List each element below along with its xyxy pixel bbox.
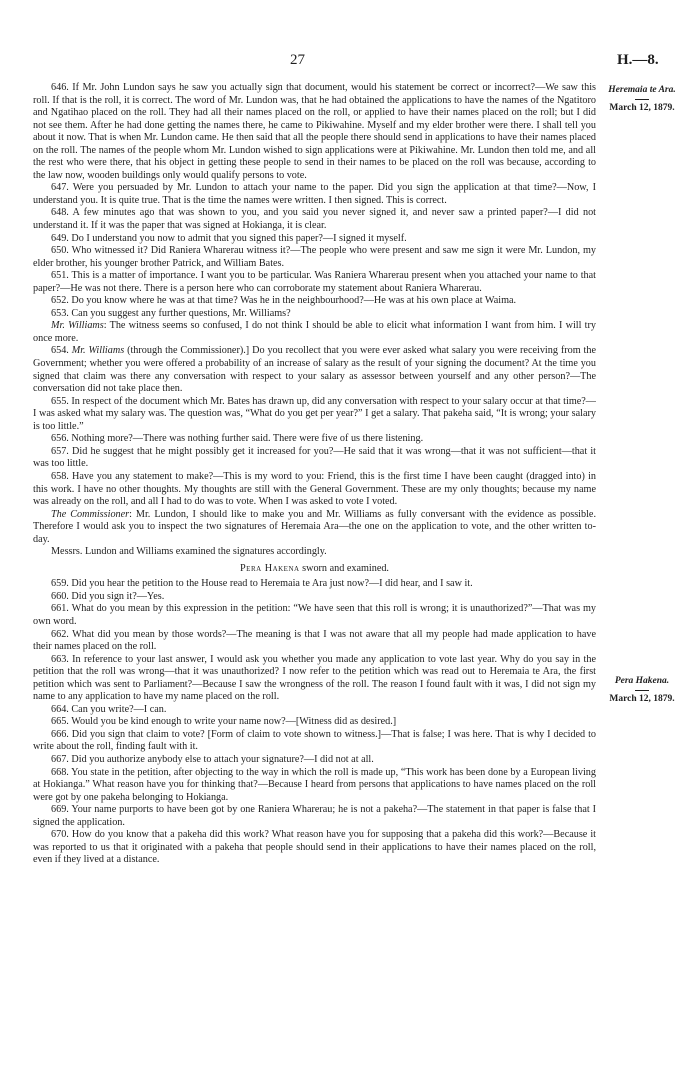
paragraph-651: 651. This is a matter of importance. I want you to be particular. Was Raniera Wharerau present when you attached your name to that paper?—He was not there. There is a person here who can corroborate my statement about Raniera Wharerau. [33,270,596,294]
margin-divider [635,690,649,691]
paragraph-647: 647. Were you persuaded by Mr. Lundon to attach your name to the paper. Did you sign the application at that time?—Now, I understand you. It is quite true. That is the time the names were written. I then signed. This is correct. [33,182,596,206]
paragraph-649: 649. Do I understand you now to admit that you signed this paper?—I signed it myself. [51,232,407,244]
paragraph-653: 653. Can you suggest any further questions, Mr. Williams? [51,307,291,319]
paragraph-williams-remark: Mr. Williams: The witness seems so confused, I do not think I should be able to elicit what information I want from him. I will try once more. [33,320,597,344]
paragraph-659: 659. Did you hear the petition to the House read to Heremaia te Ara just now?—I did hear, and I saw it. [51,578,473,590]
margin-date: March 12, 1879. [609,694,675,704]
paragraph-654: 654. Mr. Williams (through the Commissioner).] Do you recollect that you were ever asked what salary you were receiving from the Government; whether you were offered a probability of an increase of salary as the result of your signing the document? At the time you signed that claim was there any conversation with respect to your salary as assessor between yourself and any other person?—The conversation did not take place then. [33,345,596,395]
paragraph-655: 655. In respect of the document which Mr. Bates has drawn up, did any conversation with respect to your salary occur at that time?—I was asked what my salary was. The question was, “What do you get per year?” I get a salary. That pakeha said, “It is wrong; your salary is too little.” [33,395,596,432]
paragraph-650: 650. Who witnessed it? Did Raniera Wharerau witness it?—The people who were present and saw me sign it were Mr. Lundon, my elder brother, his younger brother Patrick, and William Bates. [33,245,596,269]
paragraph-664: 664. Can you write?—I can. [51,703,167,715]
paragraph-656: 656. Nothing more?—There was nothing further said. There were five of us there listening. [51,433,424,445]
margin-note-heremaia [600,84,684,114]
paragraph-668: 668. You state in the petition, after objecting to the way in which the roll is made up, “This work has been done by a European living at Hokianga.” What reason have you for thinking that?—Because I heard from persons that applications to have names placed on the roll were got by one pakeha belonging to Hokianga. [33,766,596,803]
paragraph-660: 660. Did you sign it?—Yes. [51,590,165,602]
paragraph-667: 667. Did you authorize anybody else to attach your signature?—I did not at all. [51,753,374,765]
paragraph-657: 657. Did he suggest that he might possibly get it increased for you?—He said that it was wrong—that it was not sufficient—that it was too little. [33,445,596,470]
page-number: 27 [290,52,305,68]
testimony-body [33,82,596,867]
paragraph-648: 648. A few minutes ago that was shown to you, and you said you never signed it, and never saw a printed paper?—I did not understand it. If it was the paper that was signed at Hokianga, it is clear. [33,207,596,232]
margin-date: March 12, 1879. [609,103,675,113]
paragraph-666: 666. Did you sign that claim to vote? [Form of claim to vote shown to witness.]—That is false; I was here. That is why I decided to write about the roll, finding fault with it. [33,728,596,753]
paragraph-661: 661. What do you mean by this expression in the petition: “We have seen that this roll is wrong; it is unauthorized?”—That was my own word. [33,603,596,627]
witness-heading: Pera Hakena sworn and examined. [240,562,389,574]
paragraph-658: 658. Have you any statement to make?—This is my word to you: Friend, this is the first time I have been caught (dragged into) in this work. I have no other thoughts. My thoughts are still with the General Government. These are my only thoughts; because my name was already on the roll, and all I had to do was to vote. When I was asked to vote I voted. [33,470,596,508]
paragraph-652: 652. Do you know where he was at that time? Was he in the neighbourhood?—He was at his own place at Waima. [51,295,517,307]
paragraph-646: 646. If Mr. John Lundon says he saw you actually sign that document, would his statement be correct or incorrect?—We saw this roll. If that is the roll, it is correct. The word of Mr. Lundon was, that he had obtained the applications to have the names of the Ngatitoro and Ngatihao placed on the roll. They had all their names placed on the roll, or applied to have their names placed on the roll; but I did not see them. After he had done getting the names there, he came to Pikiwahine. Myself and my elder brother were there. I shall tell you about it now. That is when Mr. Lundon came. He then said that all the people there should send in applications to have their names placed on the roll. The names of the people whom Mr. Lundon wished to sign applications were at Pikiwahine. Mr. Lundon then told me, and all the rest who were there, that his object in getting these people to send in their names to be placed on the roll was because, according to the law now, wooden buildings only would qualify persons to vote. [33,82,596,181]
paragraph-663: 663. In reference to your last answer, I would ask you whether you made any application to vote last year. Why do you say in the petition that the roll was wrong—that it was unauthorized? I now refer to the petition which was read out to Heremaia te Ara, the first petition which was sent to Parliament?—Because I saw the wrongness of the roll. The reason I found fault with it was, I did not sign my name to any application to have my name placed on the roll. [33,653,596,703]
margin-witness-name: Pera Hakena. [614,676,670,686]
paragraph-signatures-examined: Messrs. Lundon and Williams examined the signatures accordingly. [51,546,327,558]
margin-witness-name: Heremaia te Ara. [608,85,676,95]
paragraph-665: 665. Would you be kind enough to write your name now?—[Witness did as desired.] [51,716,397,728]
paragraph-669: 669. Your name purports to have been got by one Raniera Wharerau; he is not a pakeha?—The statement in that paper is false that I signed the application. [33,804,596,828]
margin-note-pera [600,675,684,705]
margin-divider [635,99,649,100]
paragraph-670: 670. How do you know that a pakeha did this work? What reason have you for supposing that a pakeha did this work?—Because it was reported to us that it originated with a pakeha that people should send in their applications to have their names placed on the roll, even if they lived at a distance. [33,829,596,866]
paragraph-commissioner-remark: The Commissioner: Mr. Lundon, I should like to make you and Mr. Williams as fully conversant with the evidence as possible. Therefore I would ask you to inspect the two signatures of Heremaia Ara—the one on the application to vote, and the other written to-day. [33,508,597,545]
paragraph-662: 662. What did you mean by those words?—The meaning is that I was not aware that all my people had made application to have their names placed on the roll. [33,628,596,653]
document-code: H.—8. [617,52,659,68]
